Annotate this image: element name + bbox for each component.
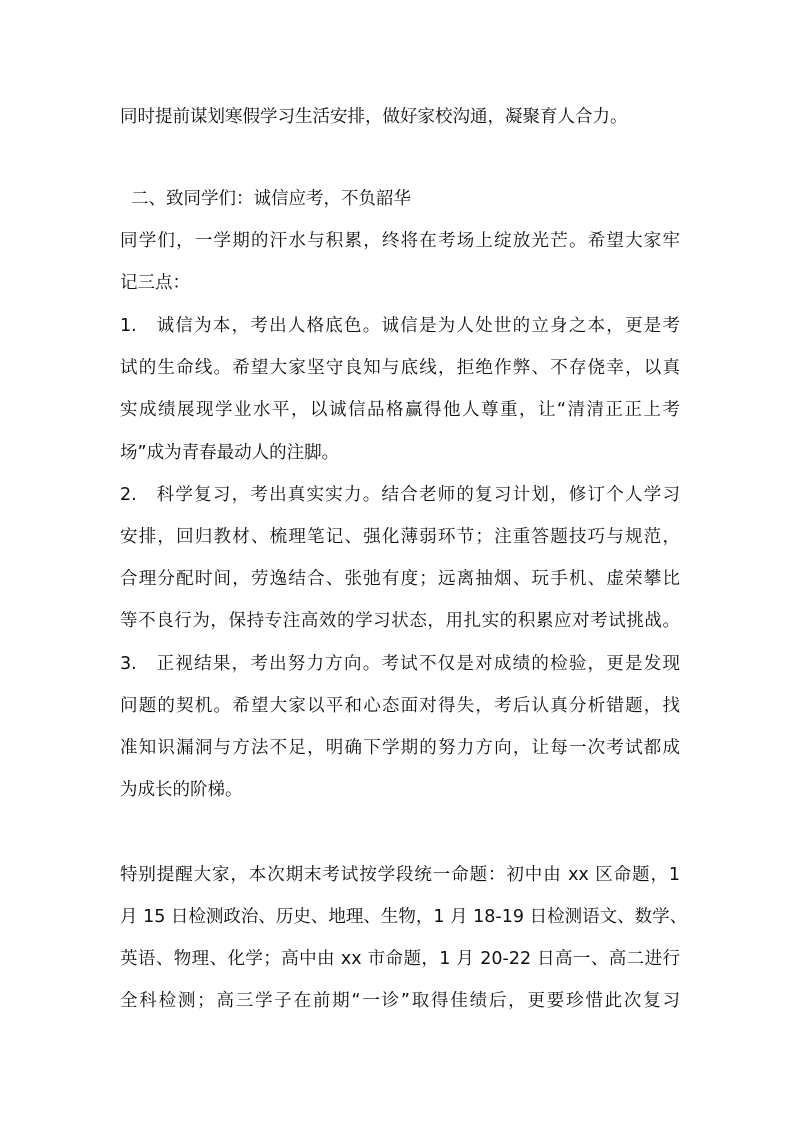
point-3-line-1: 3. 正视结果，考出努力方向。考试不仅是对成绩的检验，更是发现 (120, 654, 680, 674)
point-3-line-4: 为成长的阶梯。 (120, 780, 243, 800)
reminder-line-4: 全科检测；高三学子在前期“一诊”取得佳绩后，更要珍惜此次复习 (120, 991, 680, 1011)
reminder-line-2: 月 15 日检测政治、历史、地理、生物，1 月 18-19 日检测语文、数学、 (120, 907, 688, 927)
section-heading: 二、致同学们：诚信应考，不负韶华 (131, 189, 411, 209)
point-1-line-1: 1. 诚信为本，考出人格底色。诚信是为人处世的立身之本，更是考 (120, 316, 680, 336)
point-3-line-2: 问题的契机。希望大家以平和心态面对得失，考后认真分析错题，找 (120, 696, 680, 716)
section-intro-line-1: 同学们，一学期的汗水与积累，终将在考场上绽放光芒。希望大家牢 (120, 231, 680, 251)
reminder-line-3: 英语、物理、化学；高中由 xx 市命题，1 月 20-22 日高一、高二进行 (120, 949, 680, 969)
point-1-line-4: 场”成为青春最动人的注脚。 (120, 443, 340, 463)
point-1-line-2: 试的生命线。希望大家坚守良知与底线，拒绝作弊、不存侥幸，以真 (120, 358, 680, 378)
point-3-line-3: 准知识漏洞与方法不足，明确下学期的努力方向，让每一次考试都成 (120, 738, 680, 758)
point-1-line-3: 实成绩展现学业水平，以诚信品格赢得他人尊重，让“清清正正上考 (120, 400, 680, 420)
point-2-line-2: 安排，回归教材、梳理笔记、强化薄弱环节；注重答题技巧与规范， (120, 527, 680, 547)
point-2-line-1: 2. 科学复习，考出真实实力。结合老师的复习计划，修订个人学习 (120, 485, 680, 505)
paragraph-intro-tail: 同时提前谋划寒假学习生活安排，做好家校沟通，凝聚育人合力。 (120, 107, 628, 127)
point-2-line-4: 等不良行为，保持专注高效的学习状态，用扎实的积累应对考试挑战。 (120, 611, 680, 631)
point-2-line-3: 合理分配时间，劳逸结合、张弛有度；远离抽烟、玩手机、虚荣攀比 (120, 569, 680, 589)
reminder-line-1: 特别提醒大家，本次期末考试按学段统一命题：初中由 xx 区命题，1 (120, 865, 680, 885)
section-intro-line-2: 记三点： (120, 273, 190, 293)
